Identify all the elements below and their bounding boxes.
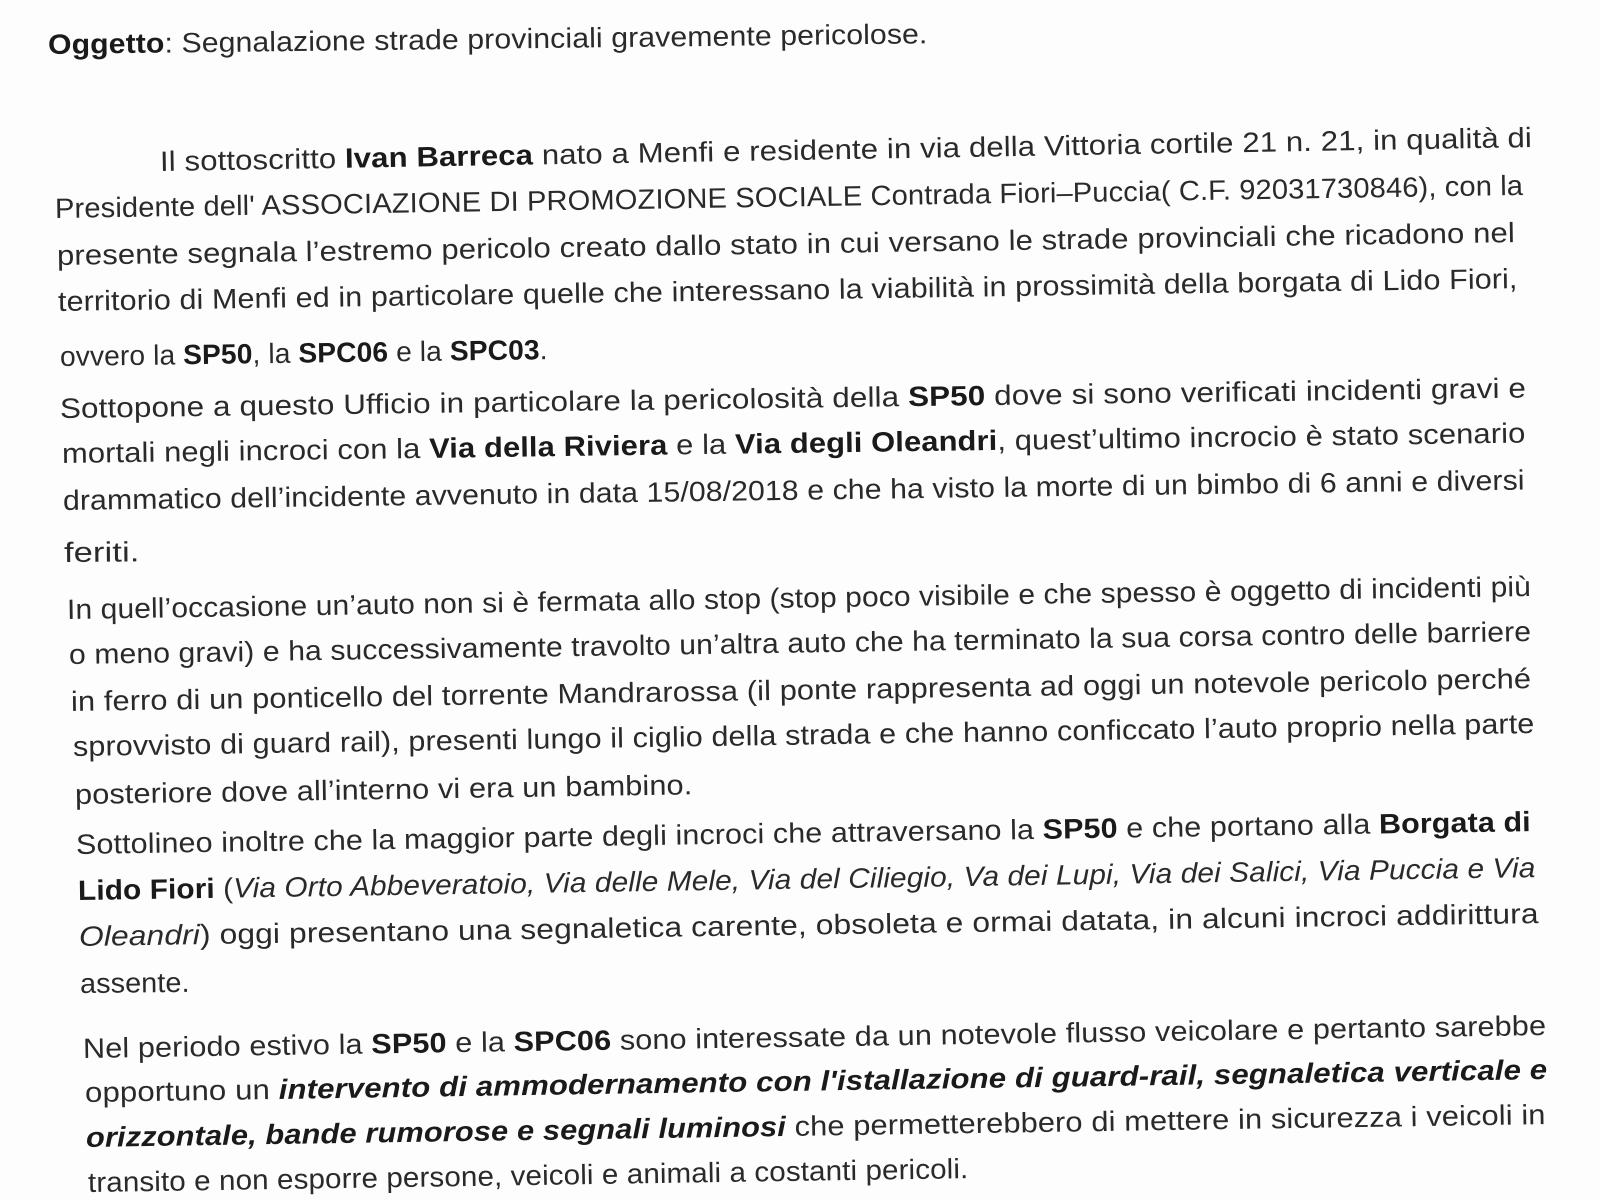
p4-line-4: assente. xyxy=(79,966,190,999)
p5-line-1: Nel periodo estivo la SP50 e la SPC06 sono interessate da un notevole flusso veicolare e pertanto sarebbe xyxy=(82,1010,1547,1064)
p3-line-4: sprovvisto di guard rail), presenti lungo il ciglio della strada e che hanno conficcato l’auto proprio nella parte xyxy=(72,708,1535,762)
p4-line-1: Sottolineo inoltre che la maggior parte degli incroci che attraversano la SP50 e che portano alla Borgata di xyxy=(75,806,1531,860)
p3-line-5: posteriore dove all’interno vi era un bambino. xyxy=(74,769,693,810)
p1-line-5: ovvero la SP50, la SPC06 e la SPC03. xyxy=(59,334,548,372)
p3-line-2: o meno gravi) e ha successivamente travolto un’altra auto che ha terminato la sua corsa contro delle barriere xyxy=(68,616,1532,670)
p4-line-3: Oleandri) oggi presentano una segnaletica carente, obsoleta e ormai datata, in alcuni incroci addirittura xyxy=(78,898,1539,952)
subject-line xyxy=(48,17,928,62)
p2-line-4: feriti. xyxy=(63,536,140,568)
p1-line-1: Il sottoscritto Ivan Barreca nato a Menfi e residente in via della Vittoria cortile 21 n. 21, in qualità di xyxy=(159,122,1533,177)
p3-line-1: In quell’occasione un’auto non si è fermata allo stop (stop poco visibile e che spesso è oggetto di incidenti più xyxy=(66,571,1532,625)
road-spc06: SPC06 xyxy=(298,336,389,369)
p1-line-4: territorio di Menfi ed in particolare quelle che interessano la viabilità in prossimità della borgata di Lido Fiori, xyxy=(57,263,1518,317)
p5-line-4: transito e non esporre persone, veicoli e animali a costanti pericoli. xyxy=(87,1153,969,1198)
road-spc03: SPC03 xyxy=(449,334,540,367)
p1-line-2: Presidente dell' ASSOCIAZIONE DI PROMOZIONE SOCIALE Contrada Fiori–Puccia( C.F. 92031730846), con la xyxy=(54,169,1524,224)
p1-line-3: presente segnala l’estremo pericolo creato dallo stato in cui versano le strade provinciali che ricadono nel xyxy=(56,217,1516,271)
signatory-name: Ivan Barreca xyxy=(344,139,534,174)
p5-line-2: opportuno un intervento di ammodernamento con l'istallazione di guard-rail, segnaletica verticale e xyxy=(84,1054,1548,1108)
p2-line-2: mortali negli incroci con la Via della Riviera e la Via degli Oleandri, quest’ultimo incrocio è stato scenario xyxy=(61,417,1526,469)
p2-line-1: Sottopone a questo Ufficio in particolare la pericolosità della SP50 dove si sono verificati incidenti gravi e xyxy=(59,372,1527,424)
p4-line-2: Lido Fiori (Via Orto Abbeveratoio, Via delle Mele, Via del Ciliegio, Va dei Lupi, Via dei Salici, Via Puccia e Via xyxy=(77,852,1536,906)
p5-line-3: orizzontale, bande rumorose e segnali luminosi che permetterebbero di mettere in sicurezza i veicoli in xyxy=(85,1099,1546,1153)
subject-text: : Segnalazione strade provinciali gravemente pericolose. xyxy=(164,18,928,59)
road-sp50: SP50 xyxy=(182,338,253,371)
p2-line-3: drammatico dell’incidente avvenuto in data 15/08/2018 e che ha visto la morte di un bimbo di 6 anni e diversi xyxy=(62,464,1525,516)
p3-line-3: in ferro di un ponticello del torrente Mandrarossa (il ponte rappresenta ad oggi un notevole pericolo perché xyxy=(70,663,1532,717)
subject-label: Oggetto xyxy=(47,27,165,60)
